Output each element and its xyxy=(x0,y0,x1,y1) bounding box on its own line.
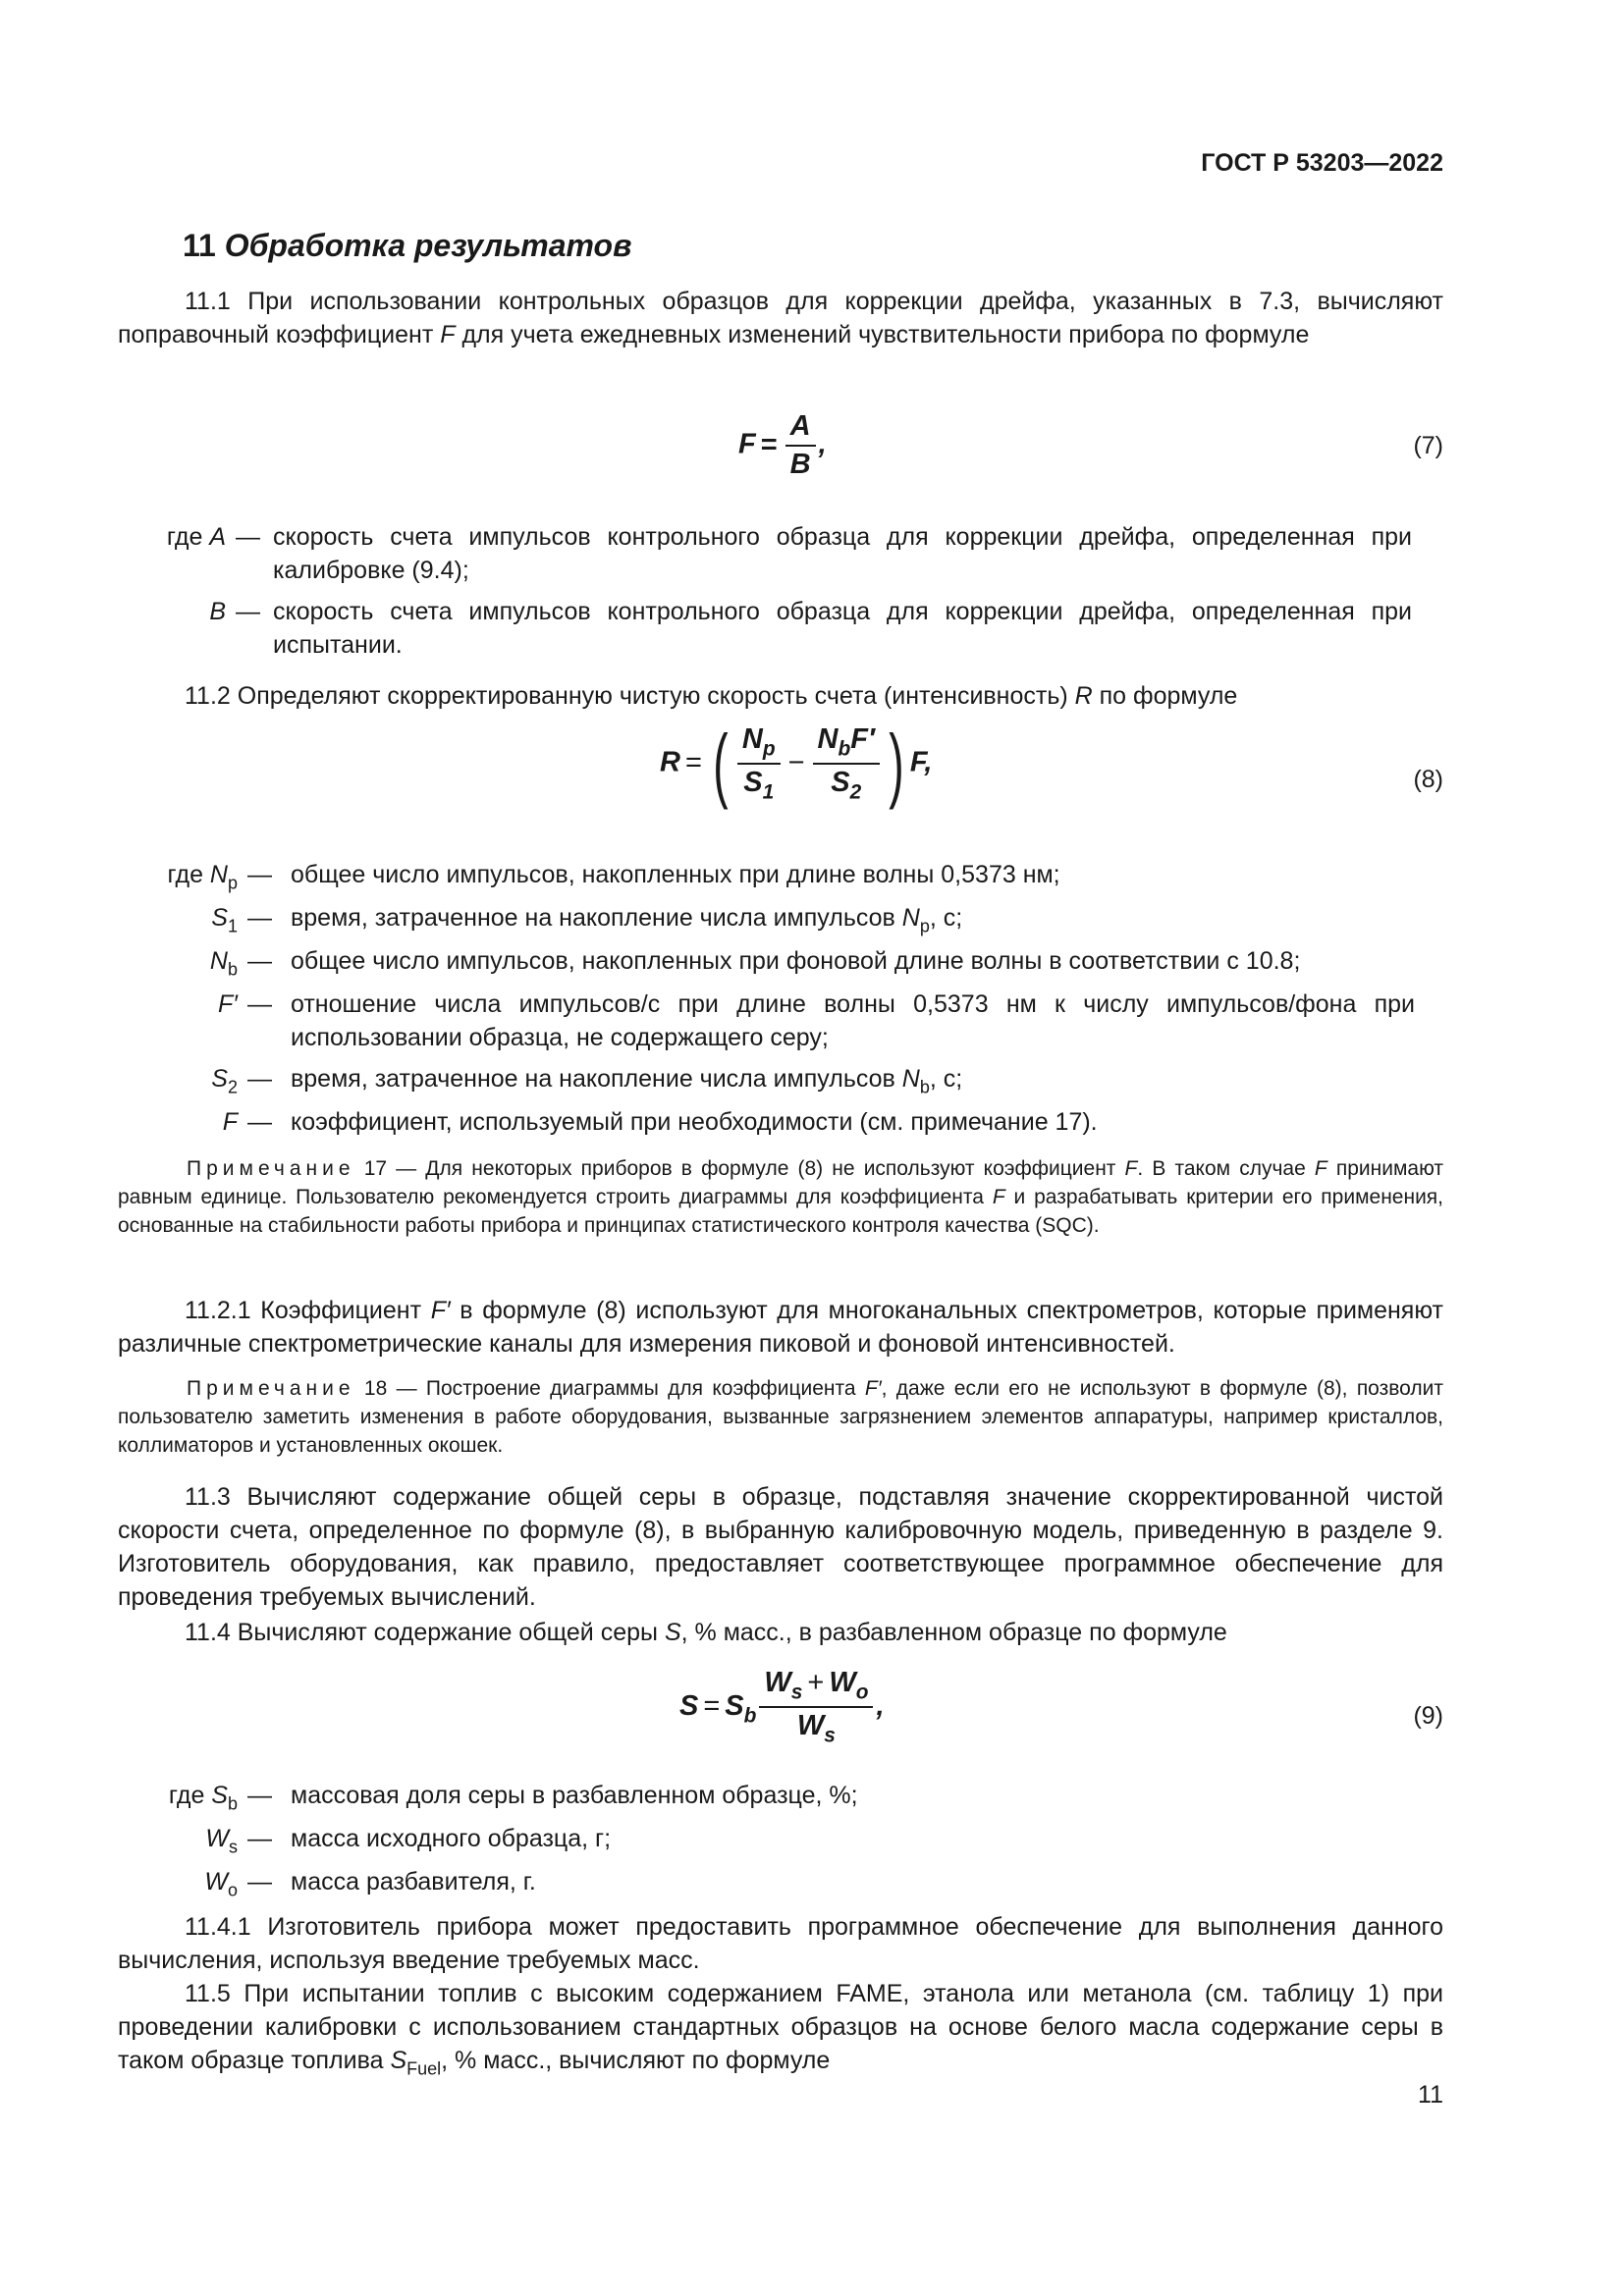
note-18: Примечание 18 — Построение диаграммы для коэффициента F′, даже если его не используют в формуле (8), позволит пользователю заметить изменения в работе оборудования, вызванные загрязнением элементов аппаратуры, например кристаллов, коллиматоров и установленных окошек. xyxy=(118,1377,1443,1457)
definition-S1: $S_1$ — время, затраченное на накопление числа импульсов $N_p$, с; xyxy=(211,904,963,936)
section-number: 11 xyxy=(183,228,216,263)
paragraph-11-5: 11.5 При испытании топлив с высоким содержанием FAME, этанола или метанола (см. таблицу 1) при проведении калибровки с использованием стандартных образцов на основе белого масла содержание серы в таком образце топлива $S_{Fuel}$, % масс., вычисляют по формуле xyxy=(118,1980,1443,2079)
paragraph-11-1: 11.1 При использовании контрольных образцов для коррекции дрейфа, указанных в 7.3, вычисляют поправочный коэффициент F для учета ежедневных изменений чувствительности прибора по формуле xyxy=(118,288,1443,348)
definition-Sb: где $S_b$ — массовая доля серы в разбавленном образце, %; xyxy=(168,1782,858,1814)
formula-7-number: (7) xyxy=(1413,432,1443,459)
definition-F: F — коэффициент, используемый при необходимости (см. примечание 17). xyxy=(222,1108,1098,1136)
section-title: Обработка результатов xyxy=(224,228,632,263)
formula-8-number: (8) xyxy=(1413,766,1443,793)
formula-9-number: (9) xyxy=(1413,1702,1443,1730)
definition-Ws: $W_s$ — масса исходного образца, г; xyxy=(205,1825,612,1857)
formula-9: $S = S_b$ $\frac{W_s + W_o}{W_s}$ , xyxy=(679,1667,885,1747)
definition-B: B — скорость счета импульсов контрольного образца для коррекции дрейфа, определенная при испытании. xyxy=(209,598,1412,659)
definition-Np: где $N_p$ — общее число импульсов, накопленных при длине волны 0,5373 нм; xyxy=(167,861,1060,893)
definition-Wo: $W_o$ — масса разбавителя, г. xyxy=(204,1868,536,1900)
formula-7: F = $\frac{A}{B}$ , xyxy=(738,410,827,480)
definition-S2: $S_2$ — время, затраченное на накопление числа импульсов $N_b$, с; xyxy=(211,1065,963,1097)
formula-8: R = ( $\frac{N_p}{S_1}$ − $\frac{N_bF'}{S_2}$ ) F, xyxy=(660,718,933,810)
paragraph-11-2-1: 11.2.1 Коэффициент F′ в формуле (8) используют для многоканальных спектрометров, которые применяют различные спектрометрические каналы для измерения пиковой и фоновой интенсивностей. xyxy=(118,1297,1443,1358)
note-17: Примечание 17 — Для некоторых приборов в формуле (8) не используют коэффициент F. В таком случае F принимают равным единице. Пользователю рекомендуется строить диаграммы для коэффициента F и разрабатывать критерии его применения, основанные на стабильности работы прибора и принципах статистического контроля качества (SQC). xyxy=(118,1157,1444,1237)
definition-F-prime: F′ — отношение числа импульсов/с при длине волны 0,5373 нм к числу импульсов/фона при использовании образца, не содержащего серу; xyxy=(218,990,1415,1051)
paragraph-11-4-1: 11.4.1 Изготовитель прибора может предоставить программное обеспечение для выполнения данного вычисления, используя введение требуемых масс. xyxy=(118,1913,1443,1974)
paragraph-11-3: 11.3 Вычисляют содержание общей серы в образце, подставляя значение скорректированной чистой скорости счета, определенное по формуле (8), в выбранную калибровочную модель, приведенную в разделе 9. Изготовитель оборудования, как правило, предоставляет соответствующее программное обеспечение для проведения требуемых вычислений. xyxy=(118,1483,1443,1611)
page-number: 11 xyxy=(1418,2081,1443,2109)
definition-Nb: $N_b$ — общее число импульсов, накопленных при фоновой длине волны в соответствии с 10.8; xyxy=(209,947,1301,980)
paragraph-11-2: 11.2 Определяют скорректированную чистую скорость счета (интенсивность) R по формуле xyxy=(185,682,1238,710)
paragraph-11-4: 11.4 Вычисляют содержание общей серы S, % масс., в разбавленном образце по формуле xyxy=(185,1619,1227,1646)
section-heading xyxy=(183,228,631,264)
standard-designation: ГОСТ Р 53203—2022 xyxy=(1201,149,1443,177)
definition-A: где A — скорость счета импульсов контрольного образца для коррекции дрейфа, определенная при калибровке (9.4); xyxy=(166,523,1412,584)
